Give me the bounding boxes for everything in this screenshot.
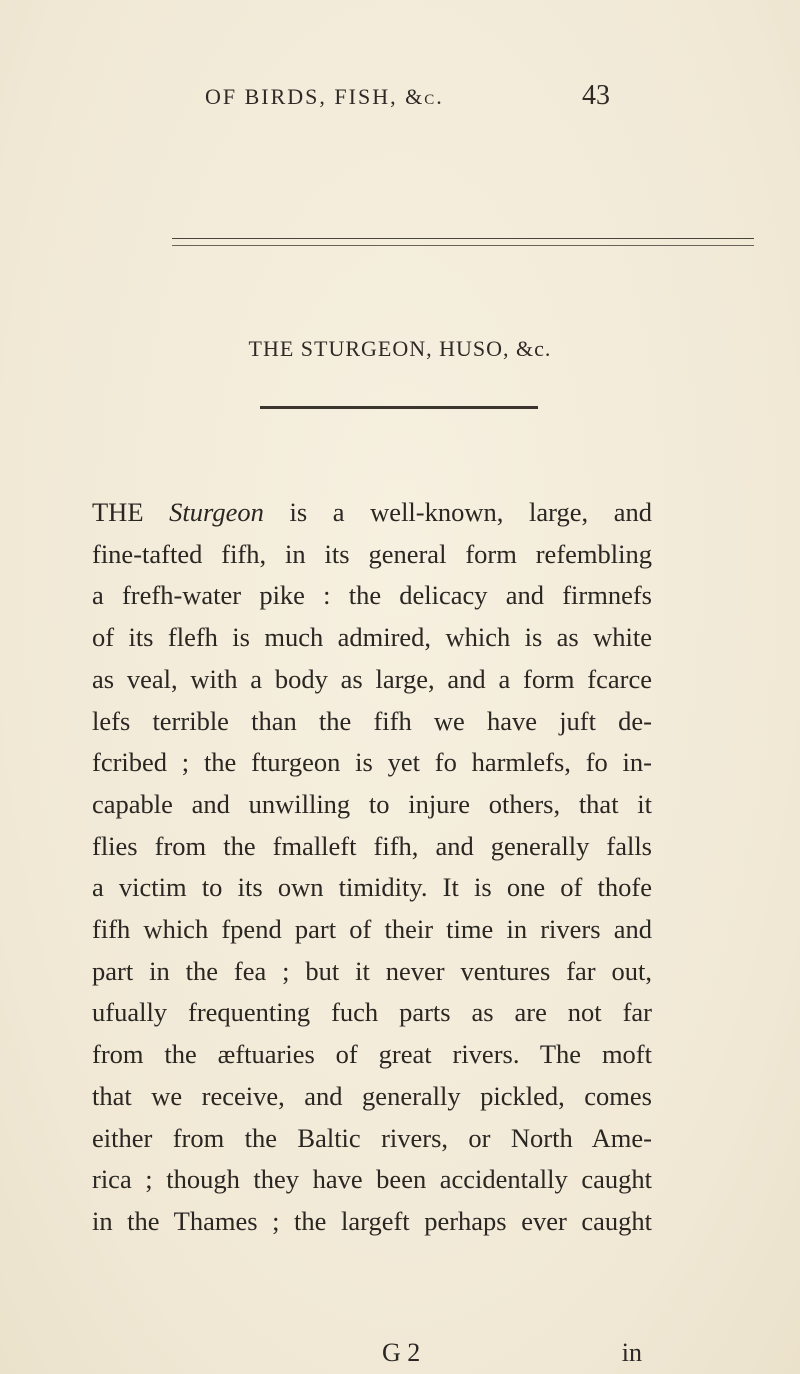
body-line: of its flefh is much admired, which is as white	[92, 622, 652, 653]
catchword: in	[621, 1338, 642, 1367]
body-line: ufually frequenting fuch parts as are not far	[92, 997, 652, 1028]
body-line: as veal, with a body as large, and a form fcarce	[92, 663, 652, 694]
body-line-1	[92, 492, 652, 534]
body-paragraph	[92, 492, 652, 1243]
page-number: 43	[582, 80, 610, 111]
body-line: in the Thames ; the largeft perhaps ever caught	[92, 1205, 652, 1236]
italic-word: Sturgeon	[169, 497, 264, 527]
running-head: OF BIRDS, FISH, &c.	[205, 84, 444, 109]
body-line: fcribed ; the fturgeon is yet fo harmlefs, fo in-	[92, 747, 652, 778]
first-word: THE	[92, 497, 144, 527]
body-line: capable and unwilling to injure others, that it	[92, 788, 652, 819]
body-line: rica ; though they have been accidentally caught	[92, 1164, 652, 1195]
signature-mark: G 2	[382, 1338, 421, 1367]
body-line: part in the fea ; but it never ventures far out,	[92, 955, 652, 986]
body-line: lefs terrible than the fifh we have juft de-	[92, 705, 652, 736]
body-line: that we receive, and generally pickled, comes	[92, 1080, 652, 1111]
first-line-rest: is a well-known, large, and	[289, 497, 652, 527]
body-line: a victim to its own timidity. It is one of thofe	[92, 872, 652, 903]
section-title: THE STURGEON, HUSO, &c.	[248, 336, 552, 361]
body-line: fine-tafted fifh, in its general form refembling	[92, 538, 652, 569]
body-line: from the æftuaries of great rivers. The moft	[92, 1039, 652, 1070]
body-line: either from the Baltic rivers, or North Ame-	[92, 1122, 652, 1153]
double-rule-divider	[172, 238, 754, 246]
body-line: a frefh-water pike : the delicacy and firmnefs	[92, 580, 652, 611]
body-line: fifh which fpend part of their time in rivers and	[92, 914, 652, 945]
short-rule-divider	[260, 406, 538, 409]
body-line: flies from the fmalleft fifh, and generally falls	[92, 830, 652, 861]
